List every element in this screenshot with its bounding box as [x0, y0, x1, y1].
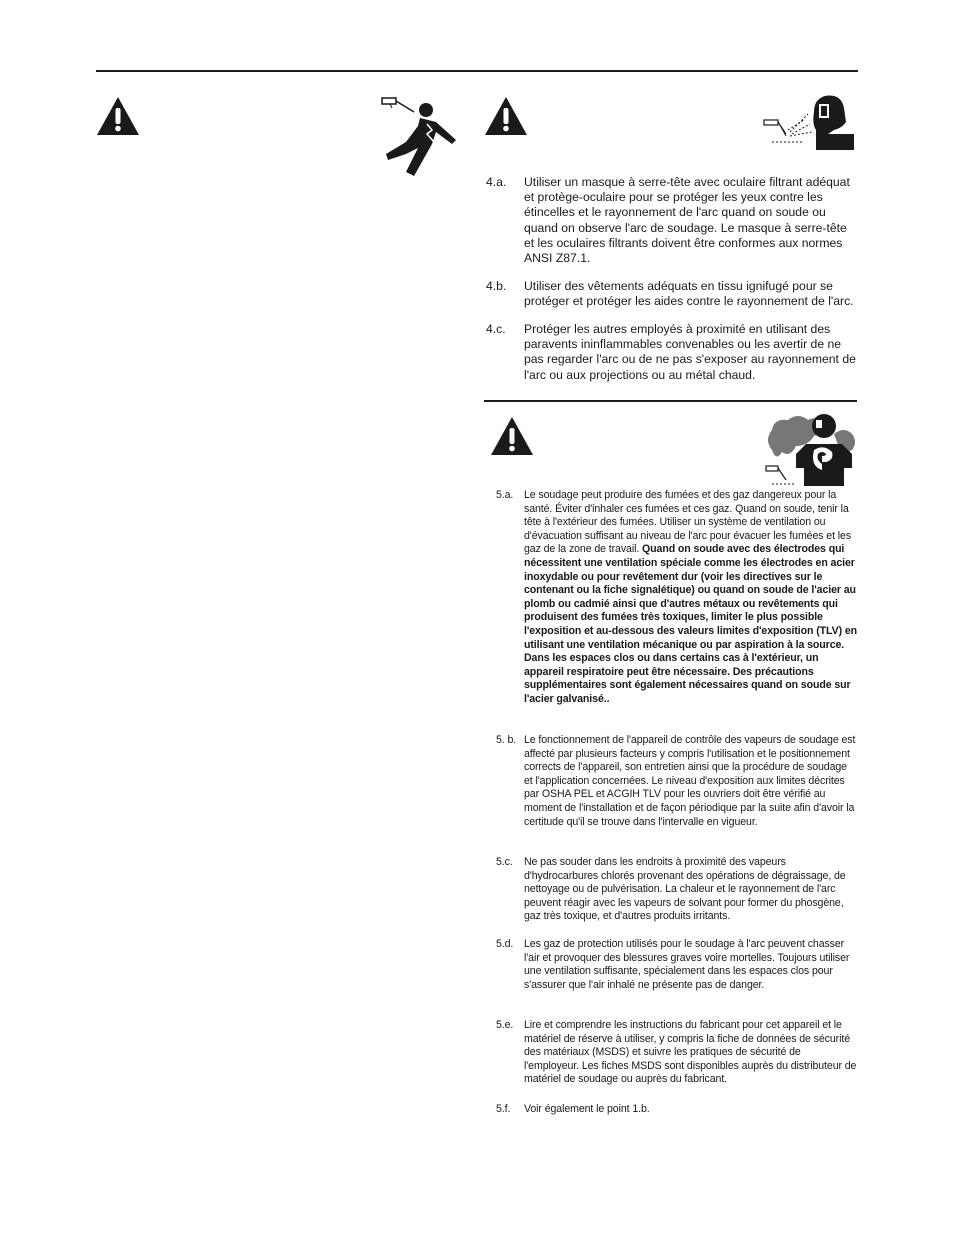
item-number: 5.d. [496, 938, 514, 950]
fumes-gas-icon [764, 410, 858, 486]
list-item [496, 856, 858, 928]
list-item [496, 1019, 858, 1091]
warning-triangle-icon [484, 96, 528, 136]
item-text: Lire et comprendre les instructions du fabricant pour cet appareil et le matériel de réserve à utiliser, y compris la fiche de données de sécurité des matériaux (MSDS) et suivre les pratiques de sécurité de l'employeur. Les fiches MSDS sont disponibles auprès du distributeur de matériel de soudage ou auprès du fabricant. [524, 1019, 857, 1086]
list-item [486, 279, 858, 311]
item-text: Utiliser des vêtements adéquats en tissu ignifugé pour se protéger et protéger les aides contre le rayonnement de l'arc. [524, 279, 854, 309]
arc-rays-welder-icon [762, 94, 856, 150]
section-divider [484, 400, 857, 402]
list-item [486, 175, 858, 267]
list-item [496, 734, 858, 846]
warning-triangle-icon [96, 96, 140, 136]
item-number: 4.a. [486, 175, 507, 189]
item-number: 4.c. [486, 322, 506, 336]
top-rule [96, 70, 858, 72]
item-number: 5.c. [496, 856, 513, 868]
warning-triangle-icon [490, 416, 534, 456]
list-item [496, 489, 858, 723]
item-number: 5.e. [496, 1019, 514, 1031]
list-item [486, 322, 858, 384]
item-text: Protéger les autres employés à proximité en utilisant des paravents ininflammables convenables ou les avertir de ne pas regarder l'arc ou de ne pas s'exposer au rayonnement de l'arc ou aux projections ou au métal chaud. [524, 322, 856, 382]
item-number: 5.a. [496, 489, 514, 501]
item-text: Utiliser un masque à serre-tête avec oculaire filtrant adéquat et protège-oculaire pour se protéger les yeux contre les étincelles et le rayonnement de l'arc quand on soude ou quand on observe l'arc de soudage. Le masque à serre-tête et les oculaires filtrants doivent être conformes aux normes ANSI Z87.1. [524, 175, 850, 266]
item-text: Le fonctionnement de l'appareil de contrôle des vapeurs de soudage est affecté par plusieurs facteurs y compris l'utilisation et le positionnement corrects de l'appareil, son entretien ainsi que la procédure de soudage et l'application concernées. Le niveau d'exposition aux limites décrites par OSHA PEL et ACGIH TLV pour les ouvriers doit être vérifié au moment de l'installation et de façon périodique par la suite afin d'avoir la certitude qu'il se trouve dans l'intervalle en vigueur. [524, 734, 856, 828]
list-item [496, 1103, 858, 1119]
item-text-normal: Le soudage peut produire des fumées et des gaz dangereux pour la santé. Éviter d'inhaler ces fumées et ces gaz. Quand on soude, tenir la tête à l'extérieur des fumées. Utiliser un système de ventilation ou d'évacuation suffisant au niveau de l'arc pour évacuer les fumées et les gaz de la zone de travail. [524, 489, 852, 556]
item-text-bold: Quand on soude avec des électrodes qui nécessitent une ventilation spéciale comme les électrodes en acier inoxydable ou pour revêtement dur (voir les directives sur le contenant ou la fiche signalétique) ou quand on soude de l'acier au plomb ou cadmié ainsi que d'autres métaux ou revêtements qui produisent des fumées très toxiques, limiter le plus possible l'exposition et au-dessous des valeurs limites d'exposition (TLV) en utilisant une ventilation mécanique ou par aspiration à la source. Dans les espaces clos ou dans certains cas à l'extérieur, un appareil respiratoire peut être nécessaire. Des précautions supplémentaires sont également nécessaires quand on soude sur l'acier galvanisé.. [524, 543, 857, 705]
item-text [524, 489, 858, 707]
item-number: 4.b. [486, 279, 507, 293]
item-text: Ne pas souder dans les endroits à proximité des vapeurs d'hydrocarbures chlorés provenant des opérations de dégraissage, de nettoyage ou de pulvérisation. La chaleur et le rayonnement de l'arc peuvent réagir avec les vapeurs de solvant pour former du phosgène, gaz très toxique, et d'autres produits irritants. [524, 856, 846, 923]
electric-shock-icon [380, 96, 460, 178]
item-text: Voir également le point 1.b. [524, 1103, 650, 1115]
item-number: 5.f. [496, 1103, 511, 1115]
item-number: 5. b. [496, 734, 517, 746]
item-text: Les gaz de protection utilisés pour le soudage à l'arc peuvent chasser l'air et provoquer des blessures graves voire mortelles. Toujours utiliser une ventilation suffisante, spécialement dans les espaces clos pour s'assurer que l'air inhalé ne présente pas de danger. [524, 938, 850, 991]
list-item [496, 938, 858, 1010]
